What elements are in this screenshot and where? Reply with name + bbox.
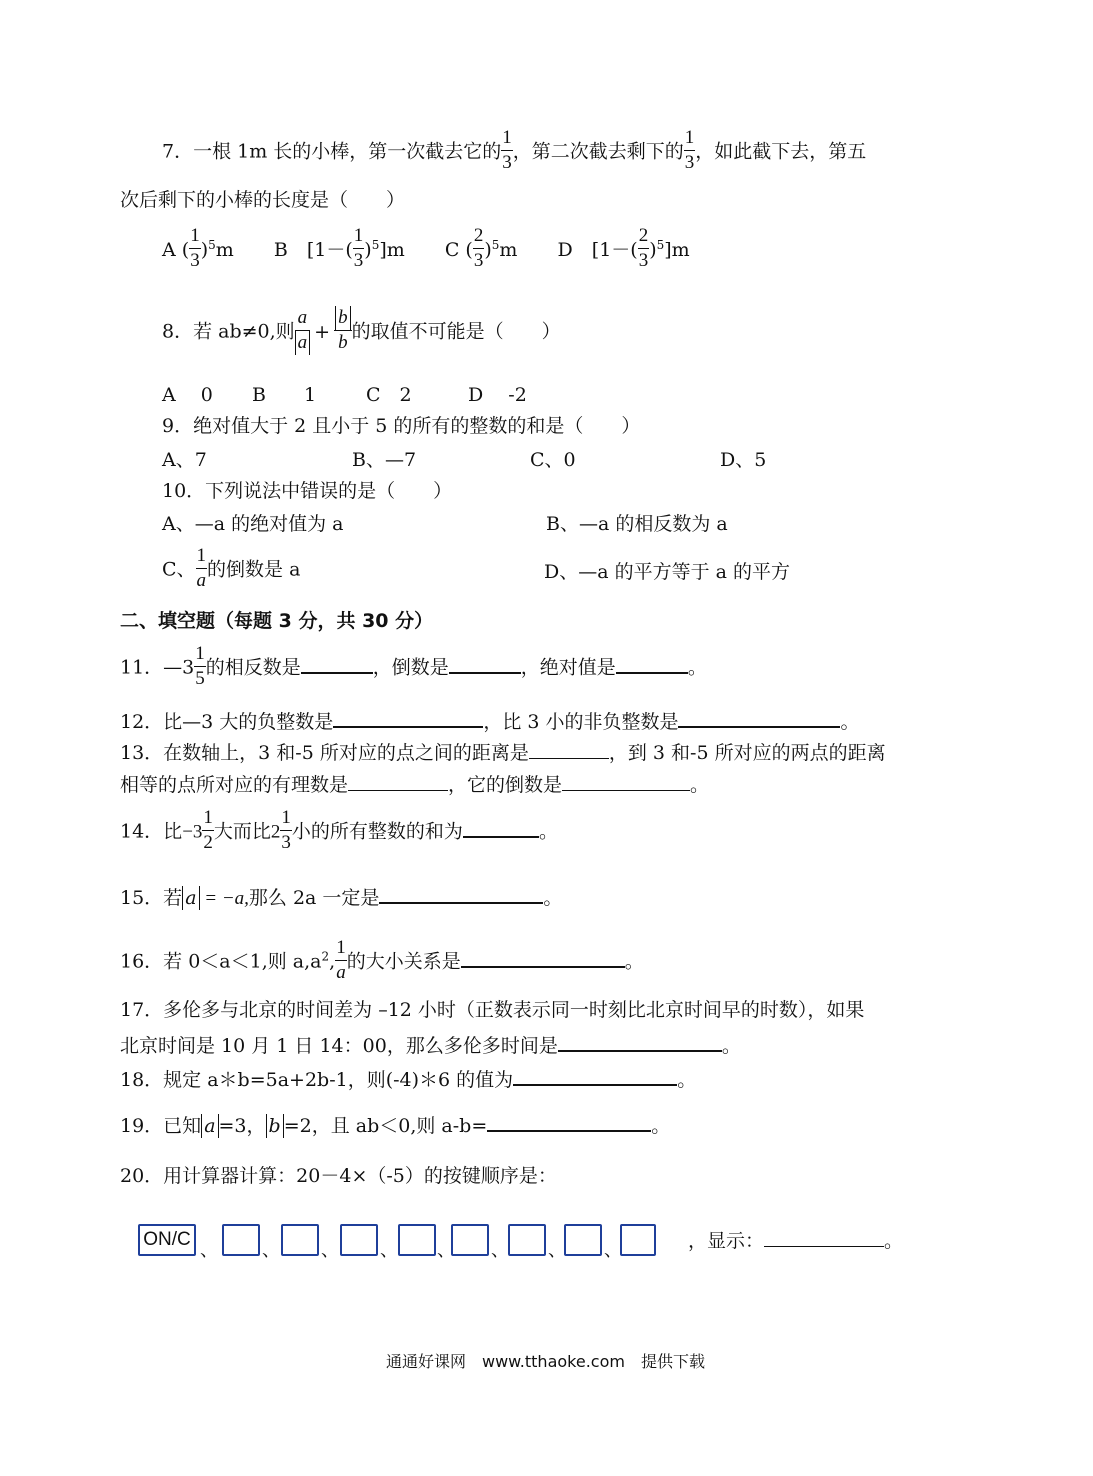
fraction-abs-b-over-b: $\frac{b}{b}$ (334, 306, 352, 355)
q10-option-b: B、—a 的相反数为 a (546, 513, 728, 535)
key-box-empty[interactable] (281, 1224, 319, 1256)
answer-blank[interactable] (616, 654, 688, 674)
fraction-one-third: $\frac{1}{3}$ (502, 127, 512, 173)
key-box-empty[interactable] (564, 1224, 602, 1256)
q9-option-a: A、7 (162, 449, 207, 471)
fraction-one-fifth: $\frac{1}{5}$ (195, 643, 205, 689)
q8-option-a: A 0 (162, 384, 213, 406)
answer-blank[interactable] (333, 708, 483, 728)
answer-blank[interactable] (529, 740, 609, 759)
q11-line: 11．—3 $\frac{1}{5}$ 的相反数是 ，倒数是 ，绝对值是 。 (120, 643, 707, 689)
q7-options (162, 226, 690, 275)
footer-text: 通通好课网 www.tthaoke.com 提供下载 (386, 1352, 705, 1371)
fraction-one-over-a: $\frac{1}{a}$ (336, 937, 346, 983)
separator: 、 (491, 1240, 509, 1261)
fraction-a-over-abs-a: $\frac{a}{a}$ (295, 306, 311, 355)
q7-option-d: D [1－( $\frac{2}{3}$ )$^5$]m (557, 225, 690, 271)
answer-blank[interactable] (463, 818, 539, 838)
q8-line: 8．若 ab≠0,则 $\frac{a}{a}$ + $\frac{b}{b}$ 的取值不可能是（ ） (162, 307, 561, 353)
q13-line2: 相等的点所对应的有理数是 ，它的倒数是 。 (120, 774, 710, 796)
q7-option-b: B [1－( $\frac{1}{3}$ )$^5$]m (273, 225, 405, 271)
q12-line: 12．比—3 大的负整数是 ，比 3 小的非负整数是 。 (120, 708, 860, 734)
q8-option-c: C 2 (366, 384, 412, 406)
q10-option-c: C、 $\frac{1}{a}$ 的倒数是 a (162, 545, 301, 591)
abs-b: b (266, 1114, 284, 1138)
q19-line: 19．已知 a =3， b =2，且 ab＜0,则 a-b= 。 (120, 1112, 670, 1138)
separator: 、 (262, 1240, 280, 1261)
abs-a: a (201, 1114, 218, 1138)
key-box-empty[interactable] (340, 1224, 378, 1256)
section-title: 二、填空题（每题 3 分，共 30 分） (120, 610, 434, 632)
answer-blank[interactable] (301, 654, 373, 674)
answer-blank[interactable] (379, 884, 543, 904)
answer-blank[interactable] (678, 708, 840, 728)
on-c-key: ON/C (138, 1224, 196, 1256)
q7-option-a: A ( $\frac{1}{3}$ )$^5$m (162, 225, 234, 271)
answer-blank[interactable] (348, 772, 448, 791)
answer-blank[interactable] (513, 1066, 677, 1086)
fraction-one-half: $\frac{1}{2}$ (203, 807, 213, 853)
separator: 、 (321, 1240, 339, 1261)
answer-blank[interactable] (764, 1228, 884, 1247)
key-box-empty[interactable] (398, 1224, 436, 1256)
q14-line: 14．比−3 $\frac{1}{2}$ 大而比2 $\frac{1}{3}$ 小的所有整数的和为 。 (120, 807, 558, 853)
q9-text: 9．绝对值大于 2 且小于 5 的所有的整数的和是（ ） (162, 415, 641, 437)
answer-blank[interactable] (558, 1032, 722, 1052)
answer-blank[interactable] (449, 654, 521, 674)
q9-option-d: D、5 (720, 449, 767, 471)
separator: 、 (200, 1240, 218, 1261)
q8-option-b: B 1 (252, 384, 317, 406)
q17-line2: 北京时间是 10 月 1 日 14：00，那么多伦多时间是 。 (120, 1032, 741, 1058)
key-box-empty[interactable] (508, 1224, 546, 1256)
q9-option-c: C、0 (530, 449, 576, 471)
q17-line1: 17．多伦多与北京的时间差为 –12 小时（正数表示同一时刻比北京时间早的时数），如果 (120, 999, 865, 1021)
q7-line1: 7．一根 1m 长的小棒，第一次截去它的 $\frac{1}{3}$ ，第二次截去剩下的 $\frac{1}{3}$ ，如此截下去，第五 (162, 127, 867, 173)
answer-blank[interactable] (461, 948, 625, 968)
q20-text: 20．用计算器计算：20－4×（-5）的按键顺序是： (120, 1165, 557, 1187)
answer-blank[interactable] (562, 772, 690, 791)
separator: 、 (548, 1240, 566, 1261)
key-box-empty[interactable] (620, 1224, 656, 1256)
fraction-one-third: $\frac{1}{3}$ (190, 225, 200, 271)
fraction-one-third: $\frac{1}{3}$ (281, 807, 291, 853)
q15-line: 15．若 a = −a,那么 2a 一定是 。 (120, 884, 562, 911)
key-box-empty[interactable] (222, 1224, 260, 1256)
fraction-two-thirds: $\frac{2}{3}$ (638, 225, 649, 271)
q7-option-c: C ( $\frac{2}{3}$ )$^5$m (444, 225, 518, 271)
q10-option-a: A、—a 的绝对值为 a (162, 513, 344, 535)
q10-text: 10．下列说法中错误的是（ ） (162, 480, 453, 502)
fraction-one-third: $\frac{1}{3}$ (684, 127, 695, 173)
separator: 、 (380, 1240, 398, 1261)
q10-option-d: D、—a 的平方等于 a 的平方 (544, 561, 791, 583)
q9-option-b: B、—7 (352, 449, 417, 471)
separator: 、 (437, 1240, 455, 1261)
fraction-one-third: $\frac{1}{3}$ (353, 225, 364, 271)
separator: 、 (604, 1240, 622, 1261)
q8-option-d: D -2 (468, 384, 527, 406)
fraction-two-thirds: $\frac{2}{3}$ (473, 225, 484, 271)
q13-line1: 13．在数轴上，3 和-5 所对应的点之间的距离是 ，到 3 和-5 所对应的两点的距离 (120, 742, 886, 764)
q20-display: ，显示： 。 (688, 1230, 904, 1252)
abs-a: a (182, 886, 199, 910)
q18-line: 18．规定 a＊b=5a+2b-1，则(-4)＊6 的值为 。 (120, 1066, 696, 1092)
q7-line2: 次后剩下的小棒的长度是（ ） (120, 189, 406, 211)
key-box-empty[interactable] (451, 1224, 489, 1256)
answer-blank[interactable] (487, 1112, 651, 1132)
fraction-one-over-a: $\frac{1}{a}$ (196, 545, 207, 591)
q16-line: 16．若 0＜a＜1,则 $a,a^2$, $\frac{1}{a}$ 的大小关系是 。 (120, 937, 644, 983)
